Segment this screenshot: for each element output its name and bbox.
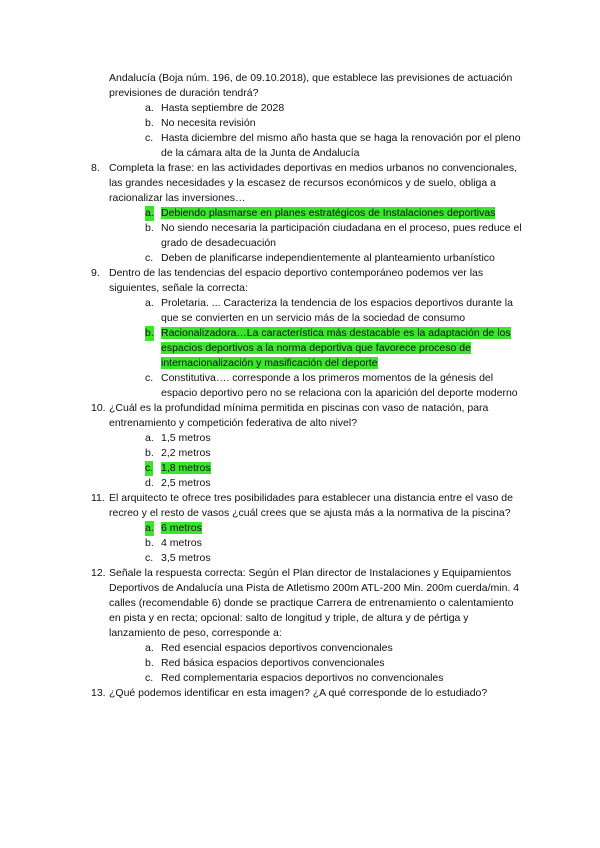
question-text: Dentro de las tendencias del espacio deportivo contemporáneo podemos ver las siguientes, señale la correcta: [109,267,484,294]
question-options [109,296,523,401]
option-letter: b. [145,447,154,459]
answer-option [109,641,523,656]
question-8 [91,161,523,266]
option-letter: a. [145,207,154,219]
question-number: 11. [91,492,105,504]
answer-option [109,431,523,446]
option-letter: a. [145,297,154,309]
question-options [109,431,523,491]
question-options [109,641,523,686]
question-number: 13. [91,687,106,699]
option-text: 2,5 metros [161,477,211,489]
question-text: Señale la respuesta correcta: Según el Plan director de Instalaciones y Equipamientos Deportivos de Andalucía una Pista de Atletismo 200m ATL-200 Min. 200m cuerda/min. 4 calles (recomendable 6) donde se practique Carrera de entrenamiento o calentamiento en pista y en recta; opcional: salto de longitud y triple, de altura y de pértiga y lanzamiento de peso, corresponde a: [109,567,520,639]
option-text: 4 metros [161,537,202,549]
answer-option-correct [109,326,523,371]
question-options [109,206,523,266]
option-letter: d. [145,477,154,489]
answer-option-correct [109,521,523,536]
option-letter: a. [145,642,154,654]
option-text: 1,8 metros [161,462,211,474]
continued-question-options [109,101,523,161]
answer-option [109,671,523,686]
question-11 [91,491,523,566]
option-letter: a. [145,432,154,444]
question-number: 8. [91,162,100,174]
continued-question [91,71,523,161]
question-13 [91,686,523,701]
question-text: Completa la frase: en las actividades deportivas en medios urbanos no convencionales, las grandes necesidades y la escasez de recursos económicos y de suelo, obliga a racionalizar las inversiones… [109,162,517,204]
answer-option-correct [109,206,523,221]
question-text: ¿Cuál es la profundidad mínima permitida en piscinas con vaso de natación, para entrenamiento y competición federativa de alto nivel? [109,402,489,429]
option-text: Proletaria. ... Caracteriza la tendencia de los espacios deportivos durante la que se convierten en un servicio más de la sociedad de consumo [161,297,513,324]
option-text: 6 metros [161,522,202,534]
continued-question-text: Andalucía (Boja núm. 196, de 09.10.2018), que establece las previsiones de actuación previsiones de duración tendrá? [109,72,513,99]
answer-option [109,101,523,116]
option-text: Hasta septiembre de 2028 [161,102,285,114]
option-letter: b. [145,537,154,549]
option-letter: a. [145,102,154,114]
option-letter: b. [145,117,154,129]
answer-option [109,371,523,401]
option-text: No necesita revisión [161,117,256,129]
option-text: Deben de planificarse independientemente al planteamiento urbanístico [161,252,495,264]
option-text: 3,5 metros [161,552,211,564]
question-number: 9. [91,267,100,279]
option-text: Constitutiva…. corresponde a los primeros momentos de la génesis del espacio deportivo pero no se relaciona con la aparición del deporte moderno [161,372,518,399]
answer-option [109,221,523,251]
option-letter: c. [145,672,154,684]
option-text: Racionalizadora…La característica más destacable es la adaptación de los espacios deportivos a la norma deportiva que favorece proceso de internacionalización y masificación del deporte [161,327,511,369]
answer-option [109,446,523,461]
question-list [91,71,523,701]
option-letter: c. [145,462,154,474]
option-letter: b. [145,222,154,234]
question-number: 10. [91,402,106,414]
option-text: No siendo necesaria la participación ciudadana en el proceso, pues reduce el grado de desadecuación [161,222,522,249]
answer-option [109,116,523,131]
answer-option [109,476,523,491]
option-letter: c. [145,372,154,384]
option-letter: a. [145,522,154,534]
question-12 [91,566,523,686]
answer-option [109,656,523,671]
option-text: Red complementaria espacios deportivos no convencionales [161,672,444,684]
question-number: 12. [91,567,106,579]
answer-option [109,131,523,161]
option-letter: c. [145,132,154,144]
question-options [109,521,523,566]
answer-option [109,296,523,326]
option-letter: c. [145,552,154,564]
question-text: ¿Qué podemos identificar en esta imagen? ¿A qué corresponde de lo estudiado? [109,687,488,699]
option-text: Red esencial espacios deportivos convencionales [161,642,393,654]
option-letter: c. [145,252,154,264]
question-9 [91,266,523,401]
question-text: El arquitecto te ofrece tres posibilidades para establecer una distancia entre el vaso de recreo y el resto de vasos ¿cuál crees que se ajusta más a la normativa de la piscina? [109,492,513,519]
answer-option [109,536,523,551]
option-text: 1,5 metros [161,432,211,444]
answer-option [109,251,523,266]
option-text: Hasta diciembre del mismo año hasta que se haga la renovación por el pleno de la cámara alta de la Junta de Andalucía [161,132,521,159]
option-text: 2,2 metros [161,447,211,459]
option-letter: b. [145,657,154,669]
option-letter: b. [145,327,154,339]
question-10 [91,401,523,491]
option-text: Red básica espacios deportivos convencionales [161,657,385,669]
answer-option-correct [109,461,523,476]
option-text: Debiendo plasmarse en planes estratégicos de Instalaciones deportivas [161,207,496,219]
answer-option [109,551,523,566]
